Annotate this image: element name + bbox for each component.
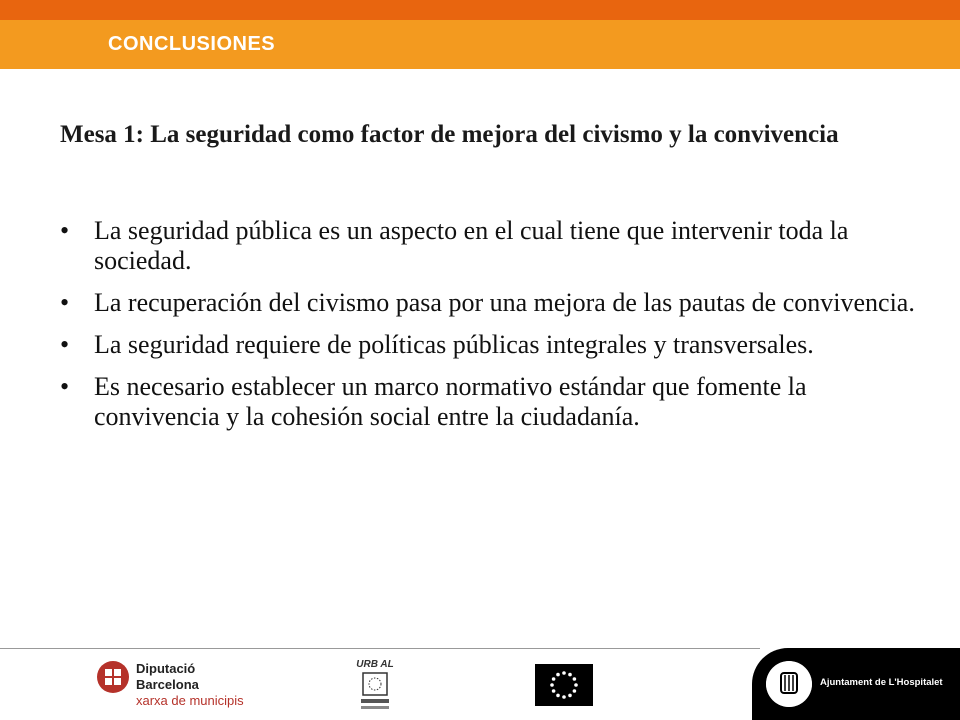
bullet-item — [60, 330, 920, 360]
bullet-text: La seguridad pública es un aspecto en el cual tiene que intervenir toda la sociedad. — [94, 216, 849, 275]
bullet-dot-icon: • — [60, 288, 70, 317]
diputacio-line2: Barcelona — [136, 677, 199, 692]
hospitalet-seal-icon — [766, 661, 812, 707]
diputacio-logo-icon — [96, 660, 130, 694]
bullet-list — [60, 216, 920, 444]
header-title: CONCLUSIONES — [108, 33, 276, 55]
top-accent-strip — [0, 0, 960, 20]
diputacio-logo-text — [136, 661, 244, 709]
bullet-item — [60, 288, 920, 318]
bullet-item — [60, 216, 920, 276]
bullet-dot-icon: • — [60, 216, 70, 245]
bullet-text: La recuperación del civismo pasa por una mejora de las pautas de convivencia. — [94, 288, 915, 317]
eu-flag-icon — [535, 664, 593, 706]
slide-title: Mesa 1: La seguridad como factor de mejora del civismo y la convivencia — [60, 121, 839, 148]
bullet-dot-icon: • — [60, 330, 70, 359]
urbal-logo-text: URB AL — [356, 659, 394, 670]
bullet-dot-icon: • — [60, 372, 70, 401]
urbal-logo-icon — [352, 657, 398, 715]
diputacio-line1: Diputació — [136, 661, 196, 676]
hospitalet-logo-text: Ajuntament de L'Hospitalet — [820, 677, 943, 688]
footer-divider — [0, 648, 760, 649]
bullet-text: La seguridad requiere de políticas públicas integrales y transversales. — [94, 330, 814, 359]
bullet-item — [60, 372, 920, 432]
diputacio-line3: xarxa de municipis — [136, 693, 244, 708]
bullet-text: Es necesario establecer un marco normativo estándar que fomente la convivencia y la cohesión social entre la ciudadanía. — [94, 372, 807, 431]
